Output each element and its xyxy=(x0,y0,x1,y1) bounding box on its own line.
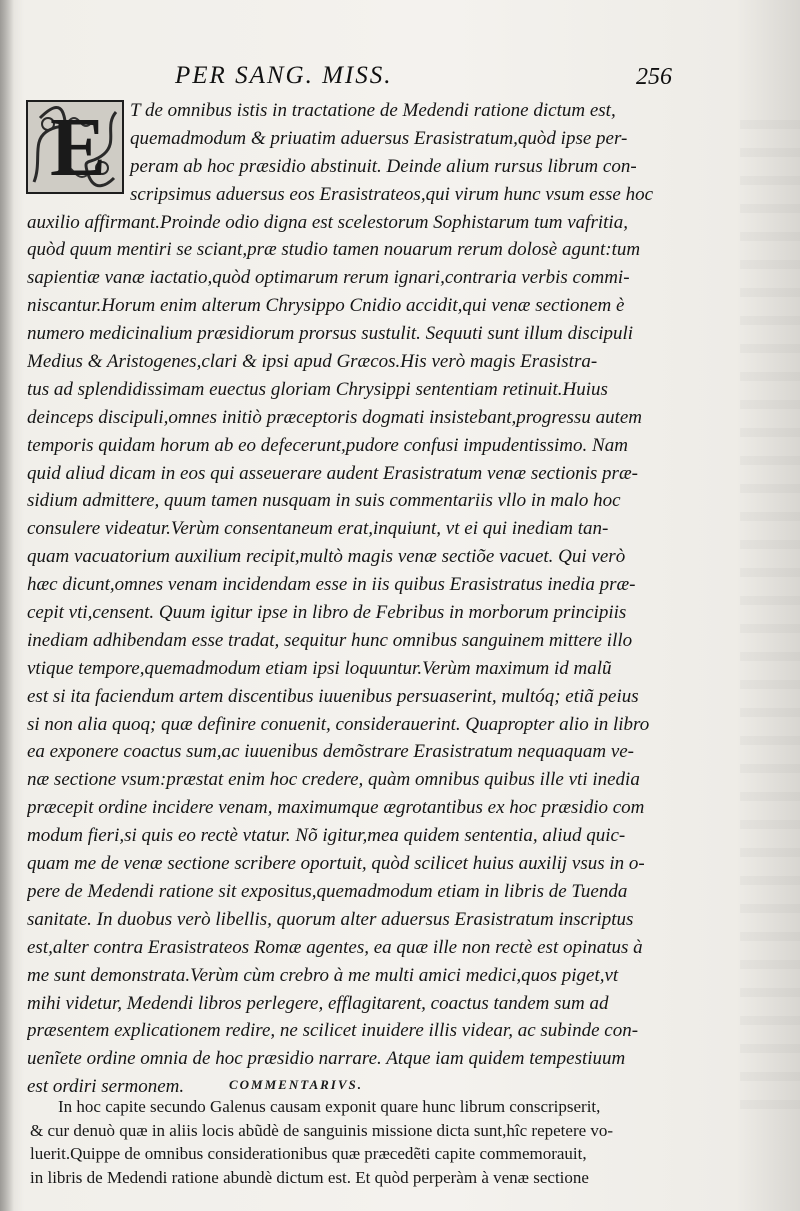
text-line: niscantur.Horum enim alterum Chrysippo Cnidio accidit,qui venæ sectionem è xyxy=(27,295,625,317)
text-line: Medius & Aristogenes,clari & ipsi apud Græcos.His verò magis Erasistra- xyxy=(27,351,598,373)
text-line: consulere videatur.Verùm consentaneum erat,inquiunt, vt ei qui inediam tan- xyxy=(27,518,609,540)
text-line: est ordiri sermonem. xyxy=(27,1076,185,1098)
text-line: quid aliud dicam in eos qui asseuerare audent Erasistratum venæ sectionis præ- xyxy=(27,462,638,484)
text-line: cepit vti,censent. Quum igitur ipse in libro de Febribus in morborum principiis xyxy=(27,602,627,624)
text-line: mihi videtur, Medendi libros perlegere, efflagitarent, coactus tandem sum ad xyxy=(27,992,609,1014)
text-line: me sunt demonstrata.Verùm cùm crebro à me multi amici medici,quos piget,vt xyxy=(27,964,619,986)
text-line: si non alia quoq; quæ definire conuenit, considerauerint. Quapropter alio in libro xyxy=(27,713,650,735)
drop-cap-letter: E xyxy=(49,101,107,194)
text-line: deinceps discipuli,omnes initiò præceptoris dogmati insistebant,progressu autem xyxy=(27,406,643,428)
text-line: peram ab hoc præsidio abstinuit. Deinde alium rursus librum con- xyxy=(130,155,637,177)
text-line: sapientiæ vanæ iactatio,quòd optimarum rerum ignari,contraria verbis commi- xyxy=(27,267,630,289)
text-line: quòd quum mentiri se sciant,præ studio tamen nouarum rerum dolosè agunt:tum xyxy=(27,239,641,261)
text-line: modum fieri,si quis eo rectè vtatur. Nõ igitur,mea quidem sententia, aliud quic- xyxy=(27,825,626,847)
commentary-block xyxy=(30,1095,670,1189)
text-line: quam me de venæ sectione scribere oportuit, quòd scilicet huius auxilij vsus in o- xyxy=(27,853,645,875)
bleed-through-margin xyxy=(740,120,800,1120)
main-paragraph xyxy=(27,97,667,1101)
text-line: næ sectione vsum:præstat enim hoc credere, quàm omnibus quibus ille vti inedia xyxy=(27,769,640,791)
text-line: vtique tempore,quemadmodum etiam ipsi loquuntur.Verùm maximum id malũ xyxy=(27,657,612,679)
text-line: est,alter contra Erasistrateos Romæ agentes, ea quæ ille non rectè est opinatus à xyxy=(27,936,643,958)
text-line: est si ita faciendum artem discentibus iuuenibus persuaserint, multóq; etiã peius xyxy=(27,685,639,707)
text-line: T de omnibus istis in tractatione de Medendi ratione dictum est, xyxy=(130,100,616,121)
text-line: tus ad splendidissimam euectus gloriam Chrysippi sententiam retinuit.Huius xyxy=(27,378,608,400)
running-title: PER SANG. MISS. xyxy=(175,62,393,89)
text-line: sanitate. In duobus verò libellis, quorum alter aduersus Erasistratum inscriptus xyxy=(27,908,634,930)
text-line: ea exponere coactus sum,ac iuuenibus demõstrare Erasistratum nequaquam ve- xyxy=(27,741,635,763)
text-line: hæc dicunt,omnes venam incidendam esse in iis quibus Erasistratus inedia præ- xyxy=(27,574,636,596)
gutter-shadow xyxy=(0,0,14,1211)
text-line: scripsimus aduersus eos Erasistrateos,qui virum hunc vsum esse hoc xyxy=(130,183,654,205)
text-line: auxilio affirmant.Proinde odio digna est scelestorum Sophistarum tum vafritia, xyxy=(27,211,628,233)
commentary-line: In hoc capite secundo Galenus causam exponit quare hunc librum conscripserit, xyxy=(58,1097,601,1116)
commentary-line: & cur denuò quæ in aliis locis abũdè de sanguinis missione dicta sunt,hîc repetere vo- xyxy=(30,1120,614,1140)
commentary-line: luerit.Quippe de omnibus considerationibus quæ præcedẽti capite commemorauit, xyxy=(30,1144,587,1163)
text-line: sidium admittere, quum tamen nusquam in suis commentariis vllo in malo hoc xyxy=(27,490,621,512)
text-line: quemadmodum & priuatim aduersus Erasistratum,quòd ipse per- xyxy=(130,127,628,149)
text-line: præsentem explicationem redire, ne scilicet inuidere illis videar, ac subinde con- xyxy=(27,1020,639,1042)
text-line: numero medicinalium præsidiorum prorsus sustulit. Sequuti sunt illum discipuli xyxy=(27,323,634,345)
commentary-line: in libris de Medendi ratione abundè dictum est. Et quòd perperàm à venæ sectione xyxy=(30,1167,589,1187)
text-line: uenĩete ordine omnia de hoc præsidio narrare. Atque iam quidem tempestiuum xyxy=(27,1048,626,1070)
page-number: 256 xyxy=(636,64,672,90)
text-line: præcepit ordine incidere venam, maximumque ægrotantibus ex hoc præsidio com xyxy=(27,797,645,819)
text-line: pere de Medendi ratione sit expositus,quemadmodum etiam in libris de Tuenda xyxy=(27,880,628,902)
commentary-heading: COMMENTARIVS. xyxy=(229,1077,364,1092)
text-line: quam vacuatorium auxilium recipit,multò magis venæ sectiõe vacuet. Qui verò xyxy=(27,546,626,568)
text-line: inediam adhibendam esse tradat, sequitur hunc omnibus sanguinem mittere illo xyxy=(27,629,633,651)
text-line: temporis quidam horum ab eo defecerunt,pudore confusi impudentissimo. Nam xyxy=(27,434,628,456)
